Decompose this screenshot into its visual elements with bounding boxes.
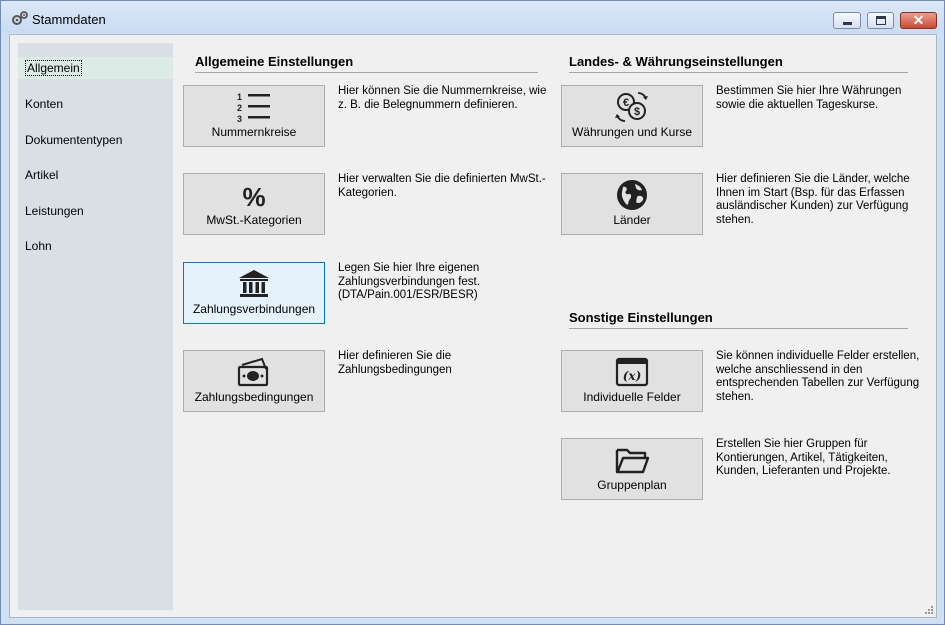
svg-text:1: 1 <box>237 92 243 102</box>
bank-icon <box>237 267 271 301</box>
sidebar-item-label: Dokumententypen <box>25 133 123 147</box>
section-divider <box>569 72 908 73</box>
sidebar-item-artikel[interactable] <box>18 164 173 186</box>
laender-description: Hier definieren Sie die Länder, welche Ihnen im Start (Bsp. für das Erfassen ausländischer Kunden) zur Verfügung stehen. <box>716 173 910 226</box>
section-divider <box>569 328 908 329</box>
sidebar-item-lohn[interactable] <box>18 235 173 257</box>
sidebar-item-dokumententypen[interactable] <box>18 129 173 151</box>
waehrungen-description: Bestimmen Sie hier Ihre Währungen sowie die aktuellen Tageskurse. <box>716 85 902 111</box>
gruppenplan-description: Erstellen Sie hier Gruppen für Kontierungen, Artikel, Tätigkeiten, Kunden, Lieferanten und Projekte. <box>716 438 891 477</box>
currency-exchange-icon <box>614 90 650 124</box>
sidebar <box>18 43 173 610</box>
waehrungen-und-kurse-button[interactable] <box>561 85 703 147</box>
client-area <box>9 34 937 618</box>
svg-text:$: $ <box>633 106 641 118</box>
zahlungsbedingungen-button[interactable] <box>183 350 325 412</box>
folder-icon <box>614 443 650 477</box>
tile-label: Länder <box>613 213 651 227</box>
sidebar-item-allgemein[interactable] <box>18 57 173 79</box>
variable-icon <box>614 355 650 389</box>
laender-button[interactable] <box>561 173 703 235</box>
minimize-icon <box>843 22 852 25</box>
sidebar-item-leistungen[interactable] <box>18 200 173 222</box>
svg-text:2: 2 <box>237 103 243 113</box>
tile-label: Zahlungsbedingungen <box>194 390 314 404</box>
maximize-button[interactable] <box>867 12 894 29</box>
cash-icon <box>236 355 272 389</box>
zahlungsverbindungen-description: Legen Sie hier Ihre eigenen Zahlungsverbindungen fest. (DTA/Pain.001/ESR/BESR) <box>338 262 480 301</box>
mwst-kategorien-description: Hier verwalten Sie die definierten MwSt.-Kategorien. <box>338 173 546 199</box>
sidebar-item-konten[interactable] <box>18 93 173 115</box>
zahlungsverbindungen-button[interactable] <box>183 262 325 324</box>
gruppenplan-button[interactable] <box>561 438 703 500</box>
tile-label: Individuelle Felder <box>583 390 681 404</box>
gears-icon <box>11 10 29 26</box>
numbered-list-icon <box>236 90 272 124</box>
sidebar-item-label: Lohn <box>25 239 52 253</box>
tile-label: Währungen und Kurse <box>571 125 693 139</box>
window-title: Stammdaten <box>32 12 106 27</box>
sidebar-item-label: Artikel <box>25 168 59 182</box>
sidebar-item-label: Allgemein <box>27 61 80 75</box>
zahlungsbedingungen-description: Hier definieren Sie die Zahlungsbedingungen <box>338 350 452 376</box>
tile-label: Nummernkreise <box>211 125 297 139</box>
section-title-other: Sonstige Einstellungen <box>569 310 713 325</box>
maximize-icon <box>876 16 886 25</box>
section-title-general: Allgemeine Einstellungen <box>195 54 354 69</box>
individuelle-felder-button[interactable] <box>561 350 703 412</box>
sidebar-item-label: Leistungen <box>25 204 84 218</box>
mwst-kategorien-button[interactable] <box>183 173 325 235</box>
svg-text:3: 3 <box>237 114 243 124</box>
svg-text:%: % <box>242 182 266 212</box>
individuelle-felder-description: Sie können individuelle Felder erstellen, welche anschliessend in den entsprechenden Tabellen zur Verfügung stehen. <box>716 350 920 403</box>
tile-label: Zahlungsverbindungen <box>192 302 316 316</box>
nummernkreise-description: Hier können Sie die Nummernkreise, wie z. B. die Belegnummern definieren. <box>338 85 547 111</box>
tile-label: Gruppenplan <box>597 478 667 492</box>
tile-label: MwSt.-Kategorien <box>206 213 302 227</box>
title-bar[interactable] <box>1 1 944 33</box>
globe-icon <box>615 178 649 212</box>
section-divider <box>195 72 538 73</box>
svg-text:€: € <box>622 97 630 109</box>
nummernkreise-button[interactable] <box>183 85 325 147</box>
svg-text:(x): (x) <box>622 369 642 383</box>
percent-icon <box>239 178 269 212</box>
section-title-country-currency: Landes- & Währungseinstellungen <box>569 54 783 69</box>
minimize-button[interactable] <box>833 12 861 29</box>
close-button[interactable] <box>900 12 937 29</box>
resize-grip-icon[interactable] <box>923 604 933 614</box>
close-icon: ✕ <box>912 12 925 28</box>
sidebar-item-label: Konten <box>25 97 64 111</box>
